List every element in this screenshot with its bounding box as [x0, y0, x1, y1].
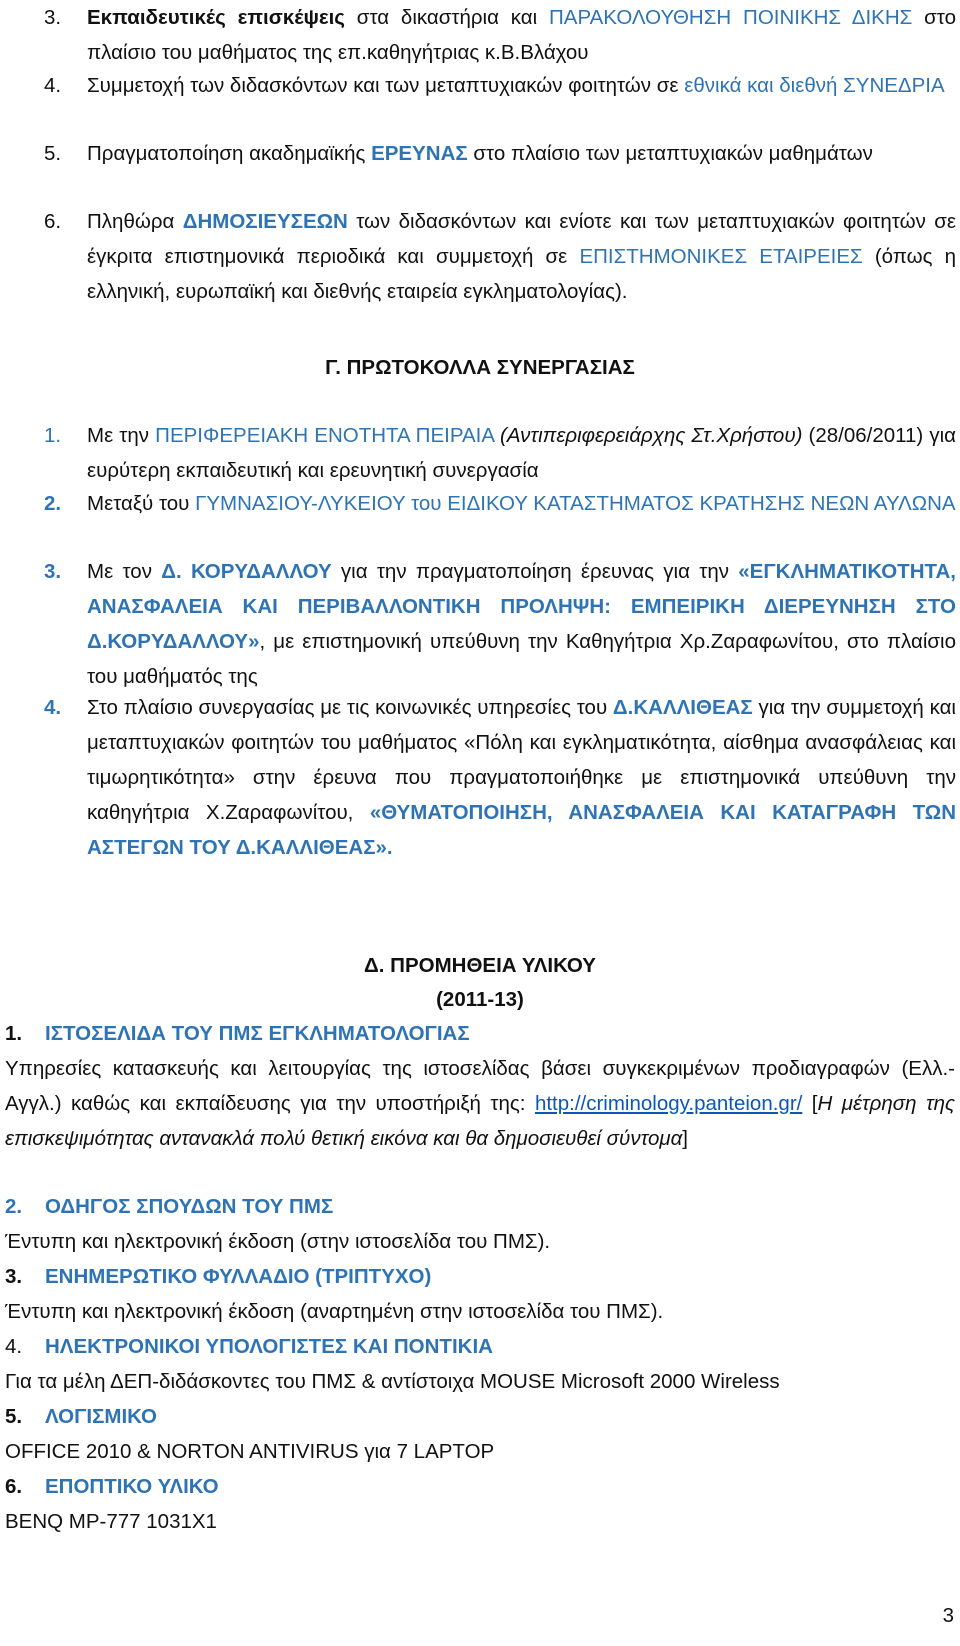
supply-item-6-description: BENQ MP-777 1031X1 — [5, 1510, 217, 1533]
list-item-publications — [44, 204, 956, 309]
text-run: Μεταξύ του — [87, 492, 196, 515]
text-run: εθνικά και διεθνή ΣΥΝΕΔΡΙΑ — [684, 74, 945, 97]
section-d-subheading: (2011-13) — [436, 988, 524, 1011]
text-run: του — [411, 492, 442, 515]
protocol-item-avlona — [44, 486, 956, 521]
text-run: Η μέτρηση της επισκεψιμότητας αντανακλά πολύ θετική εικόνα και θα δημοσιευθεί σύντομα — [5, 1092, 955, 1150]
section-d-heading: Δ. ΠΡΟΜΗΘΕΙΑ ΥΛΙΚΟΥ — [364, 954, 596, 977]
list-number: 4. — [5, 1335, 23, 1358]
text-run: Δ.ΚΑΛΛΙΘΕΑΣ — [612, 696, 753, 719]
text-run: «ΕΓΚΛΗΜΑΤΙΚΟΤΗΤΑ, ΑΝΑΣΦΑΛΕΙΑ ΚΑΙ ΠΕΡΙΒΑΛΛΟΝΤΙΚΗ ΠΡΟΛΗΨΗ: ΕΜΠΕΙΡΙΚΗ ΔΙΕΡΕΥΝΗΣΗ ΣΤΟ Δ.ΚΟΡΥΔΑΛΛΟΥ» — [87, 560, 956, 653]
text-run: Δ. ΚΟΡΥΔΑΛΛΟΥ — [161, 560, 332, 583]
text-run: Με τον — [87, 560, 162, 583]
website-link[interactable]: http://criminology.panteion.gr/ — [534, 1092, 803, 1115]
list-item-conferences — [44, 68, 956, 103]
list-item-research — [44, 136, 956, 171]
text-run: [ — [802, 1092, 818, 1115]
protocol-item-kallithea — [44, 690, 956, 865]
text-run: στο πλαίσιο του μαθήματος της επ.καθηγήτριας κ.Β.Βλάχου — [87, 6, 956, 64]
list-item-text — [87, 0, 956, 70]
text-run: Πληθώρα — [87, 210, 183, 233]
list-item-text — [87, 690, 956, 865]
list-number: 3. — [44, 560, 62, 583]
list-item-educational-visits — [44, 0, 956, 70]
supply-item-1-title — [5, 1016, 955, 1051]
list-item-text — [87, 204, 956, 309]
text-run: Υπηρεσίες κατασκευής και λειτουργίας της ιστοσελίδας βάσει συγκεκριμένων προδιαγραφών (Ελλ.-Αγγλ.) καθώς και εκπαίδευσης για την υποστήριξή της: — [5, 1057, 955, 1115]
text-run: ΕΡΕΥΝΑΣ — [371, 142, 468, 165]
text-run: Πραγματοποίηση ακαδημαϊκής — [87, 142, 372, 165]
supply-item-3-description: Έντυπη και ηλεκτρονική έκδοση (αναρτημένη στην ιστοσελίδα του ΠΜΣ). — [5, 1300, 664, 1323]
text-run: (28/06/2011) για ευρύτερη εκπαιδευτική και ερευνητική συνεργασία — [87, 424, 956, 482]
text-run: ΠΕΡΙΦΕΡΕΙΑΚΗ ΕΝΟΤΗΤΑ ΠΕΙΡΑΙΑ — [155, 424, 494, 447]
supply-item-3-title — [5, 1259, 955, 1294]
text-run: Με την — [87, 424, 156, 447]
text-run: «ΘΥΜΑΤΟΠΟΙΗΣΗ, ΑΝΑΣΦΑΛΕΙΑ ΚΑΙ ΚΑΤΑΓΡΑΦΗ ΤΩΝ ΑΣΤΕΓΩΝ ΤΟΥ Δ.ΚΑΛΛΙΘΕΑΣ». — [87, 801, 956, 859]
supply-title: ΙΣΤΟΣΕΛΙΔΑ ΤΟΥ ΠΜΣ ΕΓΚΛΗΜΑΤΟΛΟΓΙΑΣ — [45, 1022, 470, 1045]
text-run: Στο πλαίσιο συνεργασίας με τις κοινωνικές υπηρεσίες του — [87, 696, 613, 719]
text-run: Εκπαιδευτικές επισκέψεις — [87, 6, 345, 29]
supply-title: ΛΟΓΙΣΜΙΚΟ — [45, 1405, 157, 1428]
protocol-item-korydallos — [44, 554, 956, 694]
list-item-text — [87, 486, 956, 521]
list-item-text — [87, 554, 956, 694]
text-run: των διδασκόντων και ενίοτε και των μεταπτυχιακών φοιτητών σε έγκριτα επιστημονικά περιοδικά και συμμετοχή σε — [87, 210, 956, 268]
list-item-text — [87, 68, 956, 103]
section-c-heading: Γ. ΠΡΩΤΟΚΟΛΛΑ ΣΥΝΕΡΓΑΣΙΑΣ — [325, 356, 635, 379]
text-run: ΔΗΜΟΣΙΕΥΣΕΩΝ — [182, 210, 348, 233]
list-number: 6. — [44, 210, 62, 233]
text-run: στο πλαίσιο των μεταπτυχιακών μαθημάτων — [467, 142, 873, 165]
supply-title: ΗΛΕΚΤΡΟΝΙΚΟΙ ΥΠΟΛΟΓΙΣΤΕΣ ΚΑΙ ΠΟΝΤΙΚΙΑ — [45, 1335, 493, 1358]
supply-item-5-description: OFFICE 2010 & NORTON ANTIVIRUS για 7 LAPTOP — [5, 1440, 495, 1463]
supply-item-2-description: Έντυπη και ηλεκτρονική έκδοση (στην ιστοσελίδα του ΠΜΣ). — [5, 1230, 551, 1253]
text-run: (Αντιπεριφερειάρχης Στ.Χρήστου) — [500, 424, 803, 447]
text-run: για την συμμετοχή και μεταπτυχιακών φοιτητών του μαθήματος «Πόλη και εγκληματικότητα, αίσθημα ανασφάλειας και τιμωρητικότητα» στην έρευνα που πραγματοποιήθηκε με επιστημονικά υπεύθυνη την καθηγήτρια Χ.Ζαραφωνίτου, — [87, 696, 956, 824]
text-run: , με επιστημονική υπεύθυνη την Καθηγήτρια Χρ.Ζαραφωνίτου, στο πλαίσιο του μαθήματός της — [87, 630, 956, 688]
supply-item-4-description: Για τα μέλη ΔΕΠ-διδάσκοντες του ΠΜΣ & αντίστοιχα MOUSE Microsoft 2000 Wireless — [5, 1370, 780, 1393]
supply-item-5-title — [5, 1399, 955, 1434]
text-run: ΕΠΙΣΤΗΜΟΝΙΚΕΣ ΕΤΑΙΡΕΙΕΣ — [579, 245, 863, 268]
list-number: 1. — [44, 424, 62, 447]
list-number: 3. — [5, 1265, 23, 1288]
list-number: 5. — [5, 1405, 23, 1428]
supply-title: ΕΠΟΠΤΙΚΟ ΥΛΙΚΟ — [45, 1475, 219, 1498]
protocol-item-piraeus — [44, 418, 956, 488]
list-number: 2. — [44, 492, 62, 515]
text-run: Συμμετοχή των διδασκόντων και των μεταπτυχιακών φοιτητών σε — [87, 74, 685, 97]
list-number: 3. — [44, 6, 62, 29]
list-number: 4. — [44, 696, 62, 719]
list-number: 2. — [5, 1195, 23, 1218]
text-run: ] — [682, 1127, 688, 1150]
page-number: 3 — [942, 1604, 954, 1627]
list-item-text — [87, 418, 956, 488]
text-run: ΠΑΡΑΚΟΛΟΥΘΗΣΗ ΠΟΙΝΙΚΗΣ ΔΙΚΗΣ — [548, 6, 913, 29]
supply-item-1-description — [5, 1051, 955, 1156]
list-item-text — [87, 136, 956, 171]
supply-item-2-title — [5, 1189, 955, 1224]
supply-item-4-title — [5, 1329, 955, 1364]
text-run: ΕΙΔΙΚΟΥ ΚΑΤΑΣΤΗΜΑΤΟΣ ΚΡΑΤΗΣΗΣ ΝΕΩΝ ΑΥΛΩΝΑ — [447, 492, 956, 515]
text-run: στα δικαστήρια και — [344, 6, 549, 29]
supply-title: ΟΔΗΓΟΣ ΣΠΟΥΔΩΝ ΤΟΥ ΠΜΣ — [45, 1195, 334, 1218]
list-number: 6. — [5, 1475, 23, 1498]
list-number: 1. — [5, 1022, 23, 1045]
supply-item-6-title — [5, 1469, 955, 1504]
list-number: 5. — [44, 142, 62, 165]
list-number: 4. — [44, 74, 62, 97]
supply-title: ΕΝΗΜΕΡΩΤΙΚΟ ΦΥΛΛΑΔΙΟ (ΤΡΙΠΤΥΧΟ) — [45, 1265, 432, 1288]
text-run: για την πραγματοποίηση έρευνας για την — [331, 560, 739, 583]
text-run: ΓΥΜΝΑΣΙΟΥ-ΛΥΚΕΙΟΥ — [195, 492, 406, 515]
text-run: (όπως η ελληνική, ευρωπαϊκή και διεθνής εταιρεία εγκληματολογίας). — [87, 245, 957, 303]
